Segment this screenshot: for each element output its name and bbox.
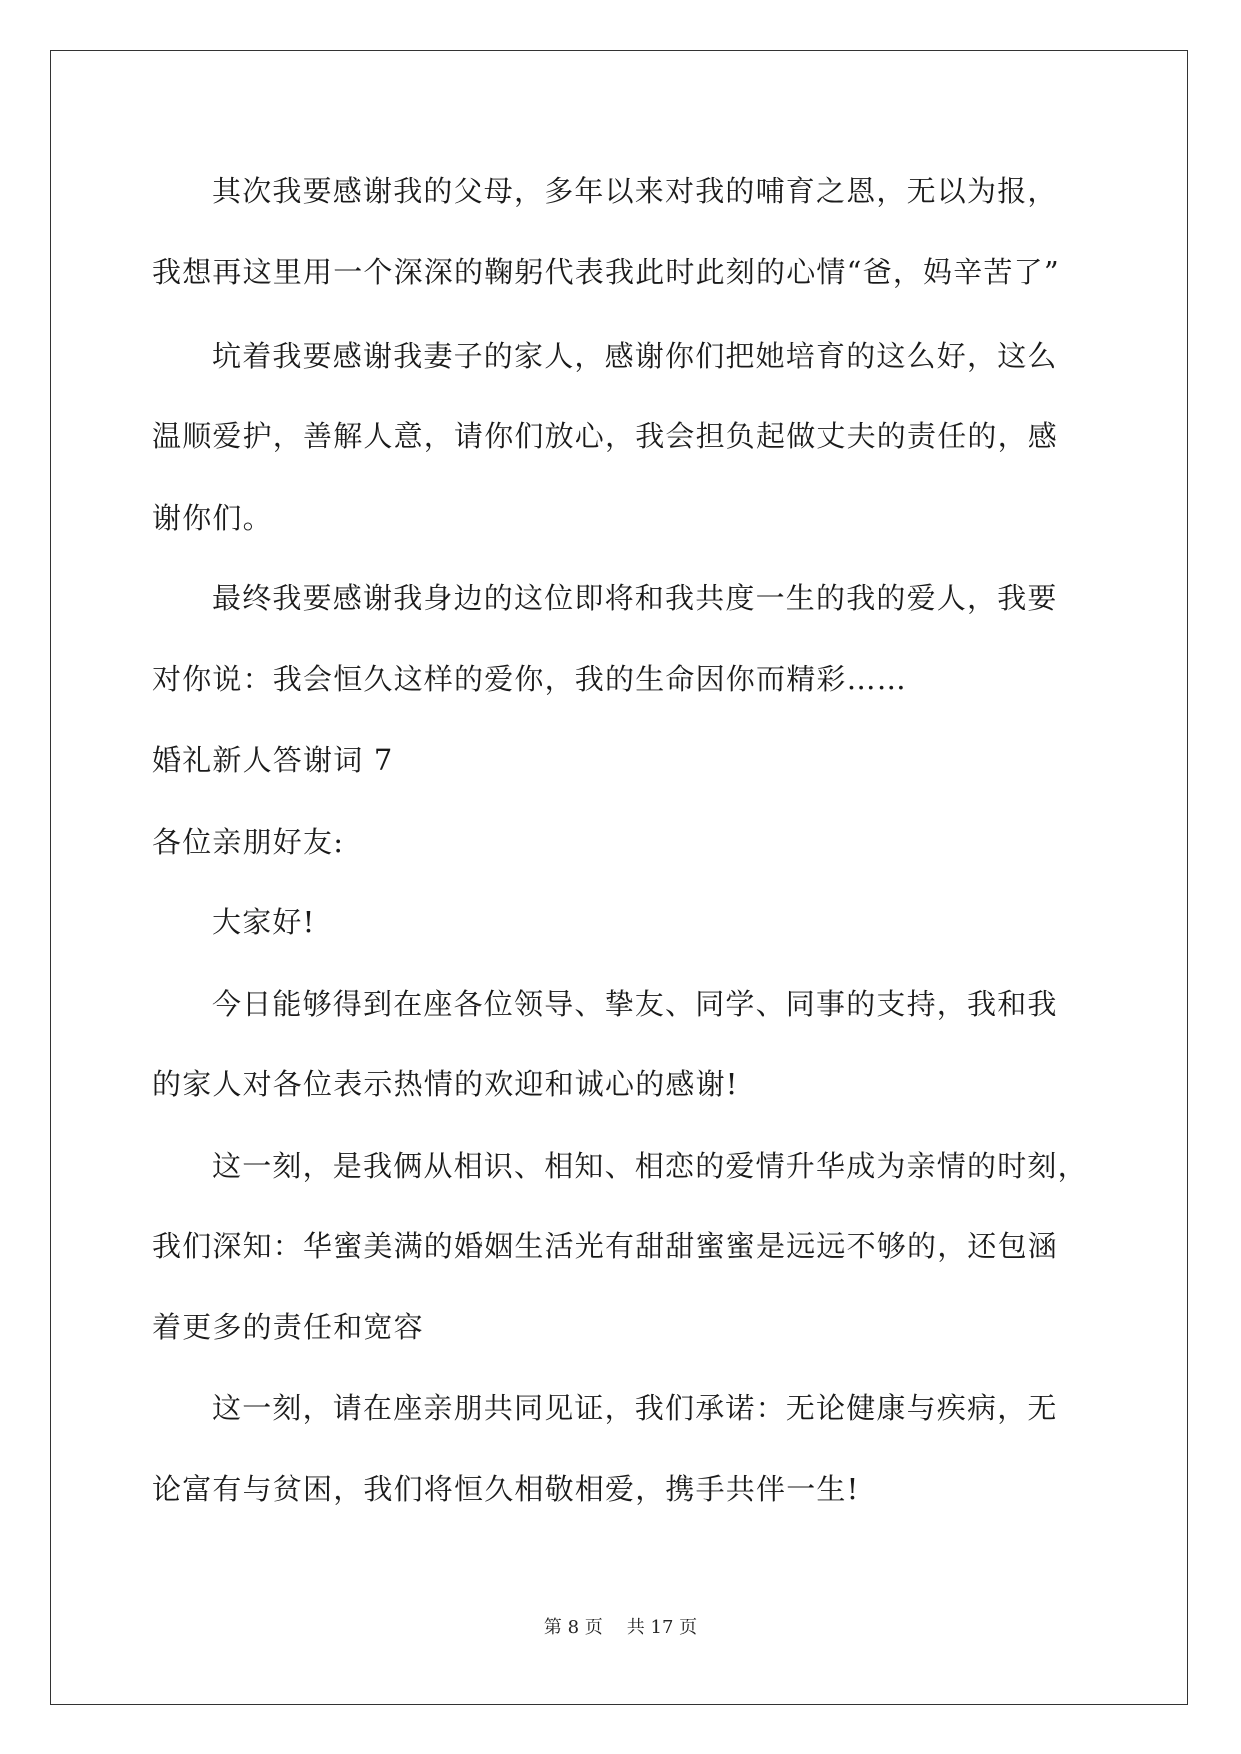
page-border [50, 50, 1188, 1705]
paragraph-line: 的家人对各位表示热情的欢迎和诚心的感谢! [152, 1067, 739, 1101]
section-heading: 婚礼新人答谢词 7 [152, 743, 394, 777]
paragraph-line: 温顺爱护，善解人意，请你们放心，我会担负起做丈夫的责任的，感 [152, 419, 1059, 453]
paragraph-line: 对你说：我会恒久这样的爱你，我的生命因你而精彩…… [152, 662, 908, 696]
paragraph-line: 这一刻，请在座亲朋共同见证，我们承诺：无论健康与疾病，无 [212, 1391, 1058, 1425]
paragraph-line: 论富有与贫困，我们将恒久相敬相爱，携手共伴一生! [152, 1472, 860, 1506]
page-total: 共 17 页 [626, 1617, 698, 1638]
paragraph-line: 最终我要感谢我身边的这位即将和我共度一生的我的爱人，我要 [212, 581, 1058, 615]
paragraph-line: 今日能够得到在座各位领导、挚友、同学、同事的支持，我和我 [212, 987, 1058, 1021]
paragraph-line: 着更多的责任和宽容 [152, 1310, 424, 1344]
page-number: 第 8 页 [543, 1617, 603, 1638]
paragraph-line: 我想再这里用一个深深的鞠躬代表我此时此刻的心情“爸，妈辛苦了” [152, 255, 1060, 289]
paragraph-line: 坑着我要感谢我妻子的家人，感谢你们把她培育的这么好，这么 [212, 339, 1058, 373]
paragraph-line: 谢你们。 [152, 501, 273, 535]
salutation: 各位亲朋好友: [152, 825, 345, 859]
paragraph-line: 这一刻，是我俩从相识、相知、相恋的爱情升华成为亲情的时刻， [212, 1149, 1088, 1183]
paragraph-line: 我们深知：华蜜美满的婚姻生活光有甜甜蜜蜜是远远不够的，还包涵 [152, 1229, 1059, 1263]
greeting: 大家好! [212, 905, 316, 939]
page-footer [0, 1616, 1241, 1640]
paragraph-line: 其次我要感谢我的父母，多年以来对我的哺育之恩，无以为报， [212, 174, 1058, 208]
